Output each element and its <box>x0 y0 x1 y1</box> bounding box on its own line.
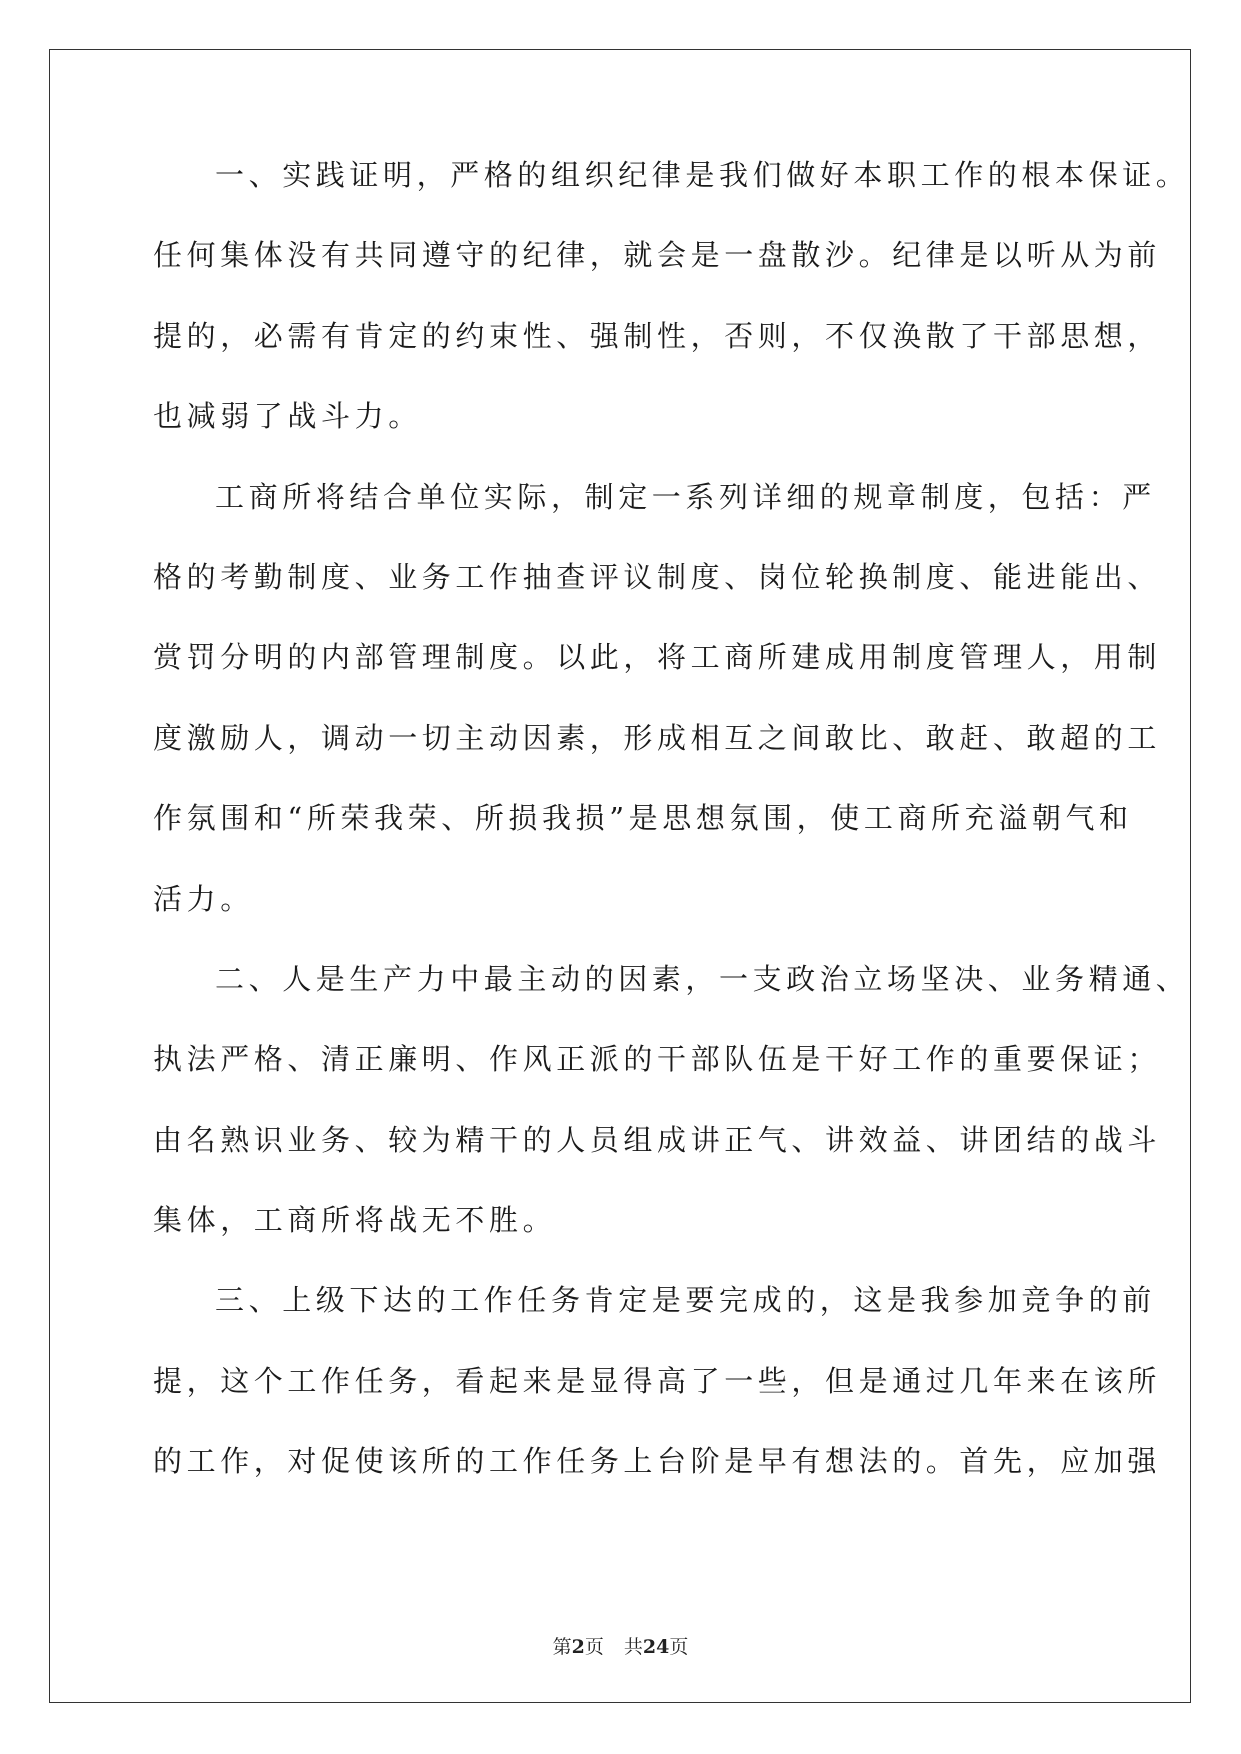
document-body <box>153 135 1190 1502</box>
footer-total-number: 24 <box>642 1636 670 1658</box>
footer-page-number: 2 <box>571 1636 585 1658</box>
paragraph-2-line: 作氛围和“所荣我荣、所损我损”是思想氛围，使工商所充溢朝气和 <box>153 801 1133 836</box>
paragraph-2-line: 度激励人，调动一切主动因素，形成相互之间敢比、敢赶、敢超的工 <box>153 720 1162 755</box>
footer-total-prefix: 共 <box>623 1636 643 1658</box>
paragraph-3-line: 二、人是生产力中最主动的因素，一支政治立场坚决、业务精通、 <box>215 961 1190 996</box>
paragraph-4-line: 三、上级下达的工作任务肯定是要完成的，这是我参加竞争的前 <box>215 1283 1156 1318</box>
paragraph-2-line: 工商所将结合单位实际，制定一系列详细的规章制度，包括：严 <box>215 479 1156 514</box>
paragraph-3-line: 执法严格、清正廉明、作风正派的干部队伍是干好工作的重要保证； <box>153 1042 1162 1077</box>
footer-page-prefix: 第 <box>552 1636 572 1658</box>
paragraph-1-line: 任何集体没有共同遵守的纪律，就会是一盘散沙。纪律是以听从为前 <box>153 238 1162 273</box>
paragraph-1-line: 提的，必需有肯定的约束性、强制性，否则，不仅涣散了干部思想， <box>153 318 1162 353</box>
paragraph-3-line: 由名熟识业务、较为精干的人员组成讲正气、讲效益、讲团结的战斗 <box>153 1122 1162 1157</box>
paragraph-4-line: 提，这个工作任务，看起来是显得高了一些，但是通过几年来在该所 <box>153 1363 1162 1398</box>
paragraph-1-line: 一、实践证明，严格的组织纪律是我们做好本职工作的根本保证。 <box>215 158 1190 192</box>
paragraph-2-line: 赏罚分明的内部管理制度。以此，将工商所建成用制度管理人，用制 <box>153 640 1162 675</box>
page-footer <box>0 1632 1241 1659</box>
paragraph-1-line: 也减弱了战斗力。 <box>153 399 422 434</box>
paragraph-4-line: 的工作，对促使该所的工作任务上台阶是早有想法的。首先，应加强 <box>153 1444 1162 1479</box>
footer-page-suffix: 页 <box>584 1636 604 1658</box>
paragraph-3-line: 集体，工商所将战无不胜。 <box>153 1203 557 1238</box>
paragraph-2-line: 活力。 <box>153 881 254 916</box>
paragraph-2-line: 格的考勤制度、业务工作抽查评议制度、岗位轮换制度、能进能出、 <box>153 559 1162 594</box>
footer-total-suffix: 页 <box>669 1636 689 1658</box>
